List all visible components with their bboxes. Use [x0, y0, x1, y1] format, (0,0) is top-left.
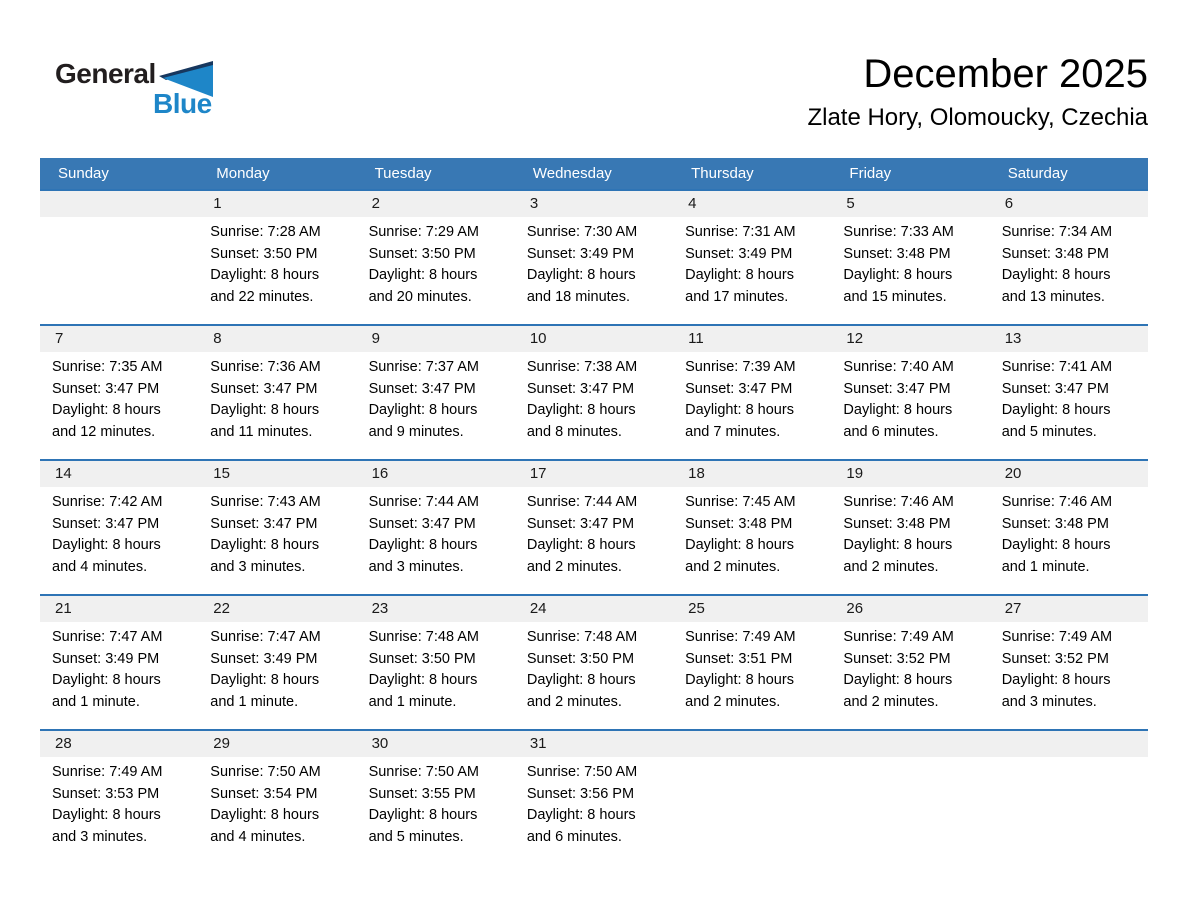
- sunrise-text: Sunrise: 7:41 AM: [1001, 359, 1113, 375]
- daylight-line-1: Daylight: 8 hours: [368, 267, 478, 283]
- daylight-line-1: Daylight: 8 hours: [685, 672, 794, 688]
- day-cell: [990, 191, 1148, 324]
- day-details: [198, 622, 356, 713]
- day-cell: [515, 326, 673, 459]
- daylight-line-2: and 2 minutes.: [685, 693, 781, 710]
- day-number: [990, 731, 1148, 757]
- sunrise-text: Sunrise: 7:45 AM: [685, 494, 796, 510]
- day-details: [357, 622, 515, 713]
- day-number: 21: [40, 596, 198, 622]
- day-details: [831, 217, 989, 308]
- day-details: [198, 352, 356, 443]
- daylight-line-1: Daylight: 8 hours: [368, 807, 478, 823]
- sunrise-text: Sunrise: 7:46 AM: [1001, 494, 1113, 510]
- daylight-line-1: Daylight: 8 hours: [210, 402, 320, 418]
- day-cell: [198, 461, 356, 594]
- day-details: [515, 352, 673, 443]
- weekday-saturday: Saturday: [1007, 165, 1068, 182]
- day-number: 12: [831, 326, 989, 352]
- day-number: 19: [831, 461, 989, 487]
- daylight-line-1: Daylight: 8 hours: [685, 402, 794, 418]
- day-cell: [198, 326, 356, 459]
- daylight-line-2: and 2 minutes.: [843, 558, 939, 575]
- daylight-line-2: and 15 minutes.: [843, 288, 947, 305]
- day-details: [198, 757, 356, 848]
- logo-general-text: General: [55, 58, 156, 89]
- day-number: 26: [831, 596, 989, 622]
- day-details: [40, 622, 198, 713]
- daylight-line-1: Daylight: 8 hours: [52, 537, 161, 553]
- sunrise-text: Sunrise: 7:48 AM: [368, 629, 479, 645]
- sunset-text: Sunset: 3:49 PM: [52, 650, 160, 667]
- daylight-line-1: Daylight: 8 hours: [843, 672, 953, 688]
- sunset-text: Sunset: 3:53 PM: [52, 785, 160, 802]
- sunset-text: Sunset: 3:55 PM: [368, 785, 476, 802]
- day-details: [673, 487, 831, 578]
- sunset-text: Sunset: 3:54 PM: [210, 785, 318, 802]
- day-number: 27: [990, 596, 1148, 622]
- sunset-text: Sunset: 3:47 PM: [52, 515, 160, 532]
- daylight-line-2: and 3 minutes.: [368, 558, 464, 575]
- sunset-text: Sunset: 3:47 PM: [210, 515, 318, 532]
- day-number: 31: [515, 731, 673, 757]
- month-title: December 2025: [863, 52, 1148, 96]
- sunrise-text: Sunrise: 7:49 AM: [1001, 629, 1113, 645]
- day-number: 11: [673, 326, 831, 352]
- sunset-text: Sunset: 3:49 PM: [526, 245, 635, 262]
- empty-day-cell: [673, 731, 831, 864]
- day-cell: [515, 596, 673, 729]
- day-details: [515, 757, 673, 848]
- day-cell: [831, 596, 989, 729]
- daylight-line-2: and 5 minutes.: [368, 828, 464, 845]
- day-details: [357, 757, 515, 848]
- daylight-line-1: Daylight: 8 hours: [685, 537, 794, 553]
- daylight-line-2: and 6 minutes.: [843, 423, 939, 440]
- daylight-line-1: Daylight: 8 hours: [1001, 267, 1111, 283]
- day-number: 15: [198, 461, 356, 487]
- daylight-line-2: and 1 minute.: [210, 693, 299, 710]
- week-row: [40, 189, 1148, 324]
- daylight-line-2: and 1 minute.: [1001, 558, 1090, 575]
- day-cell: [515, 731, 673, 864]
- day-cell: [831, 326, 989, 459]
- day-details: [673, 352, 831, 443]
- sunrise-text: Sunrise: 7:37 AM: [368, 359, 479, 375]
- sunset-text: Sunset: 3:47 PM: [52, 380, 160, 397]
- daylight-line-2: and 12 minutes.: [52, 423, 156, 440]
- day-cell: [40, 326, 198, 459]
- day-details: [831, 487, 989, 578]
- day-number: 14: [40, 461, 198, 487]
- daylight-line-2: and 2 minutes.: [526, 558, 622, 575]
- day-details: [990, 352, 1148, 443]
- titles: [807, 52, 1148, 132]
- day-number: 25: [673, 596, 831, 622]
- daylight-line-1: Daylight: 8 hours: [843, 402, 953, 418]
- sunrise-text: Sunrise: 7:49 AM: [52, 764, 163, 780]
- location-subtitle: Zlate Hory, Olomoucky, Czechia: [807, 104, 1148, 131]
- day-number: 30: [357, 731, 515, 757]
- sunrise-text: Sunrise: 7:47 AM: [52, 629, 163, 645]
- daylight-line-1: Daylight: 8 hours: [526, 807, 636, 823]
- day-cell: [357, 326, 515, 459]
- day-number: 20: [990, 461, 1148, 487]
- day-number: 22: [198, 596, 356, 622]
- day-details: [831, 352, 989, 443]
- day-details: [40, 352, 198, 443]
- sunrise-text: Sunrise: 7:36 AM: [210, 359, 321, 375]
- sunset-text: Sunset: 3:47 PM: [368, 515, 476, 532]
- week-row: [40, 459, 1148, 594]
- general-blue-logo: [55, 60, 213, 118]
- sunset-text: Sunset: 3:47 PM: [210, 380, 318, 397]
- day-details: [515, 487, 673, 578]
- daylight-line-2: and 2 minutes.: [685, 558, 781, 575]
- sunrise-text: Sunrise: 7:30 AM: [526, 224, 638, 240]
- day-number: 4: [673, 191, 831, 217]
- day-cell: [990, 596, 1148, 729]
- day-number: [831, 731, 989, 757]
- sunrise-text: Sunrise: 7:49 AM: [843, 629, 954, 645]
- daylight-line-2: and 4 minutes.: [210, 828, 306, 845]
- daylight-line-1: Daylight: 8 hours: [210, 672, 320, 688]
- day-cell: [673, 191, 831, 324]
- daylight-line-1: Daylight: 8 hours: [210, 807, 320, 823]
- day-cell: [198, 731, 356, 864]
- sunrise-text: Sunrise: 7:34 AM: [1001, 224, 1113, 240]
- day-details: [990, 487, 1148, 578]
- daylight-line-1: Daylight: 8 hours: [210, 537, 320, 553]
- empty-day-cell: [831, 731, 989, 864]
- week-row: [40, 324, 1148, 459]
- sunset-text: Sunset: 3:50 PM: [368, 650, 476, 667]
- daylight-line-1: Daylight: 8 hours: [526, 402, 636, 418]
- day-cell: [990, 461, 1148, 594]
- day-number: [40, 191, 198, 217]
- page-header: [0, 0, 1188, 158]
- daylight-line-1: Daylight: 8 hours: [52, 672, 161, 688]
- weekday-header-row: [40, 158, 1148, 189]
- daylight-line-2: and 3 minutes.: [52, 828, 148, 845]
- daylight-line-2: and 8 minutes.: [526, 423, 622, 440]
- sunrise-text: Sunrise: 7:44 AM: [526, 494, 638, 510]
- sunset-text: Sunset: 3:51 PM: [685, 650, 793, 667]
- day-number: 2: [357, 191, 515, 217]
- sunset-text: Sunset: 3:48 PM: [843, 515, 951, 532]
- day-number: 18: [673, 461, 831, 487]
- sunrise-text: Sunrise: 7:44 AM: [368, 494, 479, 510]
- day-number: 16: [357, 461, 515, 487]
- daylight-line-2: and 3 minutes.: [210, 558, 306, 575]
- sunset-text: Sunset: 3:47 PM: [368, 380, 476, 397]
- calendar-grid: [40, 158, 1148, 864]
- sunrise-text: Sunrise: 7:31 AM: [685, 224, 796, 240]
- daylight-line-1: Daylight: 8 hours: [368, 537, 478, 553]
- sunset-text: Sunset: 3:47 PM: [1001, 380, 1109, 397]
- sunrise-text: Sunrise: 7:48 AM: [526, 629, 638, 645]
- day-cell: [357, 596, 515, 729]
- day-number: 28: [40, 731, 198, 757]
- weekday-tuesday: Tuesday: [374, 165, 432, 182]
- day-details: [673, 622, 831, 713]
- day-number: 9: [357, 326, 515, 352]
- daylight-line-2: and 5 minutes.: [1001, 423, 1097, 440]
- daylight-line-2: and 9 minutes.: [368, 423, 464, 440]
- day-number: 17: [515, 461, 673, 487]
- sunrise-text: Sunrise: 7:33 AM: [843, 224, 954, 240]
- day-number: 8: [198, 326, 356, 352]
- weekday-sunday: Sunday: [58, 165, 109, 182]
- empty-day-cell: [990, 731, 1148, 864]
- sunset-text: Sunset: 3:56 PM: [526, 785, 635, 802]
- daylight-line-2: and 2 minutes.: [526, 693, 622, 710]
- day-number: 13: [990, 326, 1148, 352]
- day-number: 3: [515, 191, 673, 217]
- daylight-line-2: and 3 minutes.: [1001, 693, 1097, 710]
- daylight-line-1: Daylight: 8 hours: [526, 267, 636, 283]
- weekday-friday: Friday: [849, 165, 892, 182]
- sunrise-text: Sunrise: 7:49 AM: [685, 629, 796, 645]
- sunset-text: Sunset: 3:49 PM: [210, 650, 318, 667]
- day-cell: [990, 326, 1148, 459]
- week-row: [40, 729, 1148, 864]
- day-details: [515, 622, 673, 713]
- logo-blue-text: Blue: [153, 88, 212, 119]
- daylight-line-1: Daylight: 8 hours: [1001, 537, 1111, 553]
- daylight-line-2: and 6 minutes.: [526, 828, 622, 845]
- day-cell: [357, 461, 515, 594]
- daylight-line-2: and 1 minute.: [368, 693, 457, 710]
- day-number: 6: [990, 191, 1148, 217]
- daylight-line-2: and 13 minutes.: [1001, 288, 1105, 305]
- sunset-text: Sunset: 3:50 PM: [368, 245, 476, 262]
- sunset-text: Sunset: 3:48 PM: [843, 245, 951, 262]
- day-details: [357, 352, 515, 443]
- daylight-line-2: and 11 minutes.: [210, 423, 313, 440]
- day-number: 10: [515, 326, 673, 352]
- sunrise-text: Sunrise: 7:28 AM: [210, 224, 321, 240]
- day-details: [357, 487, 515, 578]
- sunrise-text: Sunrise: 7:40 AM: [843, 359, 954, 375]
- day-cell: [357, 731, 515, 864]
- sunrise-text: Sunrise: 7:35 AM: [52, 359, 163, 375]
- daylight-line-1: Daylight: 8 hours: [52, 402, 161, 418]
- sunrise-text: Sunrise: 7:42 AM: [52, 494, 163, 510]
- day-number: 23: [357, 596, 515, 622]
- day-cell: [40, 731, 198, 864]
- day-cell: [831, 461, 989, 594]
- day-details: [990, 622, 1148, 713]
- day-cell: [40, 461, 198, 594]
- day-details: [198, 487, 356, 578]
- daylight-line-1: Daylight: 8 hours: [210, 267, 320, 283]
- day-number: [673, 731, 831, 757]
- sunset-text: Sunset: 3:50 PM: [526, 650, 635, 667]
- daylight-line-2: and 20 minutes.: [368, 288, 472, 305]
- day-cell: [515, 461, 673, 594]
- sunset-text: Sunset: 3:52 PM: [843, 650, 951, 667]
- sunset-text: Sunset: 3:47 PM: [526, 380, 635, 397]
- day-details: [198, 217, 356, 308]
- sunrise-text: Sunrise: 7:43 AM: [210, 494, 321, 510]
- sunrise-text: Sunrise: 7:29 AM: [368, 224, 479, 240]
- day-details: [40, 757, 198, 848]
- daylight-line-1: Daylight: 8 hours: [52, 807, 161, 823]
- sunrise-text: Sunrise: 7:39 AM: [685, 359, 796, 375]
- day-details: [40, 487, 198, 578]
- daylight-line-1: Daylight: 8 hours: [368, 672, 478, 688]
- daylight-line-2: and 1 minute.: [52, 693, 140, 710]
- sunrise-text: Sunrise: 7:46 AM: [843, 494, 954, 510]
- day-number: 7: [40, 326, 198, 352]
- sunset-text: Sunset: 3:50 PM: [210, 245, 318, 262]
- daylight-line-1: Daylight: 8 hours: [685, 267, 794, 283]
- weekday-thursday: Thursday: [691, 165, 754, 182]
- daylight-line-1: Daylight: 8 hours: [843, 537, 953, 553]
- sunrise-text: Sunrise: 7:50 AM: [368, 764, 479, 780]
- day-details: [673, 217, 831, 308]
- sunset-text: Sunset: 3:47 PM: [843, 380, 951, 397]
- day-cell: [40, 596, 198, 729]
- sunrise-text: Sunrise: 7:47 AM: [210, 629, 321, 645]
- daylight-line-2: and 18 minutes.: [526, 288, 631, 305]
- weeks-container: [40, 189, 1148, 864]
- daylight-line-2: and 17 minutes.: [685, 288, 789, 305]
- day-cell: [673, 461, 831, 594]
- day-number: 1: [198, 191, 356, 217]
- sunset-text: Sunset: 3:47 PM: [526, 515, 635, 532]
- day-number: 29: [198, 731, 356, 757]
- day-number: 24: [515, 596, 673, 622]
- sunset-text: Sunset: 3:52 PM: [1001, 650, 1109, 667]
- sunset-text: Sunset: 3:49 PM: [685, 245, 793, 262]
- day-details: [831, 622, 989, 713]
- daylight-line-1: Daylight: 8 hours: [526, 672, 636, 688]
- day-details: [515, 217, 673, 308]
- day-cell: [198, 596, 356, 729]
- day-cell: [673, 326, 831, 459]
- sunset-text: Sunset: 3:47 PM: [685, 380, 793, 397]
- day-cell: [673, 596, 831, 729]
- day-cell: [357, 191, 515, 324]
- empty-day-cell: [40, 191, 198, 324]
- day-number: 5: [831, 191, 989, 217]
- sunset-text: Sunset: 3:48 PM: [685, 515, 793, 532]
- sunrise-text: Sunrise: 7:38 AM: [526, 359, 638, 375]
- day-details: [990, 217, 1148, 308]
- daylight-line-1: Daylight: 8 hours: [1001, 402, 1111, 418]
- daylight-line-2: and 2 minutes.: [843, 693, 939, 710]
- day-cell: [515, 191, 673, 324]
- daylight-line-2: and 4 minutes.: [52, 558, 148, 575]
- day-cell: [198, 191, 356, 324]
- sunset-text: Sunset: 3:48 PM: [1001, 515, 1109, 532]
- weekday-wednesday: Wednesday: [532, 165, 612, 182]
- daylight-line-1: Daylight: 8 hours: [368, 402, 478, 418]
- day-cell: [831, 191, 989, 324]
- sunrise-text: Sunrise: 7:50 AM: [210, 764, 321, 780]
- day-details: [357, 217, 515, 308]
- daylight-line-1: Daylight: 8 hours: [526, 537, 636, 553]
- week-row: [40, 594, 1148, 729]
- weekday-monday: Monday: [216, 165, 270, 182]
- daylight-line-2: and 7 minutes.: [685, 423, 781, 440]
- sunset-text: Sunset: 3:48 PM: [1001, 245, 1109, 262]
- daylight-line-1: Daylight: 8 hours: [1001, 672, 1111, 688]
- daylight-line-2: and 22 minutes.: [210, 288, 314, 305]
- daylight-line-1: Daylight: 8 hours: [843, 267, 953, 283]
- sunrise-text: Sunrise: 7:50 AM: [526, 764, 638, 780]
